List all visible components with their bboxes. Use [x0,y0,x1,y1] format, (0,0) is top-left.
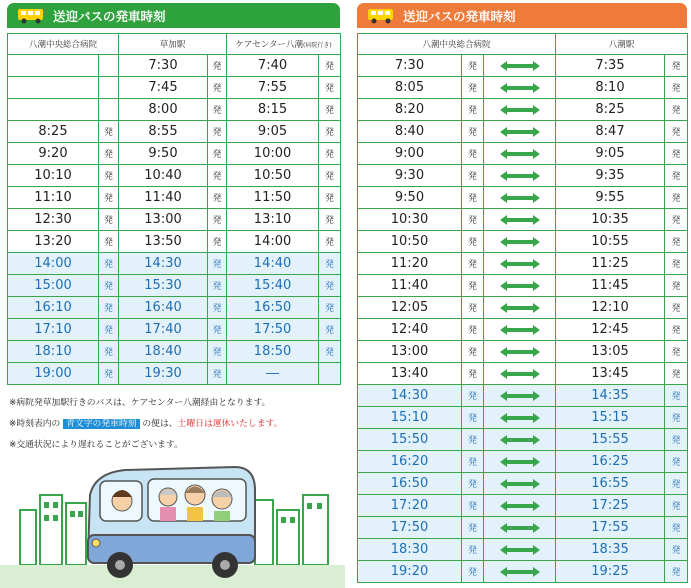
hospital-time: 9:50 [358,187,462,209]
table-row [358,253,688,275]
yashio-time: 19:25 [556,561,665,583]
yashio-time: 13:45 [556,363,665,385]
depart-mark: 発 [99,341,119,363]
depart-mark: 発 [319,341,341,363]
depart-mark: 発 [462,143,484,165]
depart-mark: 発 [665,275,688,297]
table-row [358,561,688,583]
route-arrow [484,77,556,99]
care-center-time: 10:50 [227,165,319,187]
yashio-time: 8:25 [556,99,665,121]
soka-time: 11:40 [119,187,208,209]
depart-mark: 発 [208,143,227,165]
bus-icon [367,8,395,24]
care-center-time: 18:50 [227,341,319,363]
depart-mark: 発 [462,165,484,187]
double-arrow-icon [500,545,540,555]
table-row [358,297,688,319]
depart-mark: 発 [99,121,119,143]
hospital-time: 16:20 [358,451,462,473]
hospital-time: 9:20 [8,143,99,165]
soka-time: 10:40 [119,165,208,187]
care-center-time: 15:40 [227,275,319,297]
hospital-time: 15:00 [8,275,99,297]
depart-mark: 発 [319,77,341,99]
double-arrow-icon [500,325,540,335]
soka-time: 9:50 [119,143,208,165]
note-red-highlight: 土曜日は運休いたします。 [177,419,283,429]
double-arrow-icon [500,105,540,115]
yashio-time: 9:05 [556,143,665,165]
double-arrow-icon [500,149,540,159]
depart-mark: 発 [462,319,484,341]
care-center-time: 8:15 [227,99,319,121]
care-center-time: 7:40 [227,55,319,77]
table-row [358,451,688,473]
hospital-time: 17:10 [8,319,99,341]
yashio-time: 13:05 [556,341,665,363]
route-arrow [484,495,556,517]
depart-mark: 発 [665,539,688,561]
depart-mark: 発 [462,539,484,561]
table-row [358,143,688,165]
hospital-time: 13:00 [358,341,462,363]
table-row [8,275,341,297]
double-arrow-icon [500,83,540,93]
double-arrow-icon [500,259,540,269]
depart-mark: 発 [462,451,484,473]
yashio-time: 16:55 [556,473,665,495]
depart-mark: 発 [665,143,688,165]
depart-mark: 発 [208,121,227,143]
hospital-time: 9:30 [358,165,462,187]
yashio-time: 12:45 [556,319,665,341]
soka-time: 16:40 [119,297,208,319]
route-arrow [484,165,556,187]
depart-mark: 発 [208,99,227,121]
soka-time: 18:40 [119,341,208,363]
yashio-time: 18:35 [556,539,665,561]
yashio-time: 8:47 [556,121,665,143]
depart-mark: 発 [319,187,341,209]
yashio-time: 12:10 [556,297,665,319]
depart-mark: 発 [208,231,227,253]
hospital-time: 13:20 [8,231,99,253]
double-arrow-icon [500,457,540,467]
care-center-time: 11:50 [227,187,319,209]
depart-mark: 発 [665,121,688,143]
double-arrow-icon [500,413,540,423]
depart-mark: 発 [665,341,688,363]
depart-mark: 発 [462,341,484,363]
header-soka-station: 草加駅 [119,34,227,55]
table-row [358,363,688,385]
hospital-time: 18:10 [8,341,99,363]
hospital-time: 8:40 [358,121,462,143]
depart-mark: 発 [319,209,341,231]
depart-mark [99,99,119,121]
depart-mark: 発 [208,165,227,187]
depart-mark: 発 [665,517,688,539]
hospital-time: 12:40 [358,319,462,341]
double-arrow-icon [500,347,540,357]
hospital-time: 11:20 [358,253,462,275]
yashio-time: 15:55 [556,429,665,451]
bus-illustration [0,455,345,588]
double-arrow-icon [500,369,540,379]
header-yashio-station: 八潮駅 [556,34,688,55]
hospital-time: 8:20 [358,99,462,121]
yashio-time: 9:35 [556,165,665,187]
yashio-time: 10:55 [556,231,665,253]
double-arrow-icon [500,435,540,445]
hospital-time: 11:10 [8,187,99,209]
depart-mark: 発 [665,231,688,253]
table-row [8,319,341,341]
depart-mark: 発 [99,297,119,319]
route-arrow [484,451,556,473]
hospital-time: 19:20 [358,561,462,583]
depart-mark: 発 [462,121,484,143]
depart-mark: 発 [319,231,341,253]
depart-mark: 発 [319,143,341,165]
care-center-time: 10:00 [227,143,319,165]
route-arrow [484,253,556,275]
soka-time: 8:55 [119,121,208,143]
depart-mark: 発 [462,231,484,253]
hospital-time: 8:05 [358,77,462,99]
depart-mark: 発 [208,363,227,385]
yashio-time: 15:15 [556,407,665,429]
depart-mark: 発 [665,495,688,517]
depart-mark: 発 [99,275,119,297]
hospital-time: 16:10 [8,297,99,319]
hospital-time: 17:50 [358,517,462,539]
care-center-time: 14:40 [227,253,319,275]
soka-time: 13:00 [119,209,208,231]
depart-mark: 発 [99,319,119,341]
route-arrow [484,231,556,253]
hospital-time: 10:50 [358,231,462,253]
depart-mark: 発 [462,363,484,385]
depart-mark: 発 [99,209,119,231]
table-row [8,341,341,363]
right-timetable [357,33,688,583]
table-row [358,209,688,231]
double-arrow-icon [500,171,540,181]
table-row [358,319,688,341]
table-row [358,429,688,451]
hospital-time: 10:10 [8,165,99,187]
soka-time: 7:45 [119,77,208,99]
depart-mark: 発 [462,253,484,275]
depart-mark: 発 [665,253,688,275]
hospital-time: 17:20 [358,495,462,517]
depart-mark: 発 [665,407,688,429]
yashio-time: 11:45 [556,275,665,297]
depart-mark: 発 [319,253,341,275]
depart-mark: 発 [319,121,341,143]
route-arrow [484,517,556,539]
depart-mark: 発 [462,407,484,429]
care-center-time: 7:55 [227,77,319,99]
table-row [358,165,688,187]
depart-mark: 発 [319,319,341,341]
depart-mark: 発 [319,55,341,77]
double-arrow-icon [500,127,540,137]
route-arrow [484,275,556,297]
route-arrow [484,385,556,407]
soka-time: 15:30 [119,275,208,297]
table-row [358,77,688,99]
depart-mark: 発 [462,517,484,539]
double-arrow-icon [500,61,540,71]
depart-mark: 発 [99,187,119,209]
route-arrow [484,429,556,451]
depart-mark: 発 [319,99,341,121]
depart-mark: 発 [208,319,227,341]
depart-mark: 発 [208,297,227,319]
soka-time: 14:30 [119,253,208,275]
depart-mark: 発 [208,209,227,231]
depart-mark: 発 [99,165,119,187]
double-arrow-icon [500,303,540,313]
soka-time: 13:50 [119,231,208,253]
hospital-time [8,99,99,121]
depart-mark: 発 [462,495,484,517]
soka-time: 19:30 [119,363,208,385]
route-arrow [484,99,556,121]
table-row [8,231,341,253]
double-arrow-icon [500,281,540,291]
hospital-time: 7:30 [358,55,462,77]
double-arrow-icon [500,391,540,401]
depart-mark: 発 [462,187,484,209]
note-blue-highlight: 青文字の発車時刻 [63,419,139,429]
hospital-time: 8:25 [8,121,99,143]
table-row [358,187,688,209]
depart-mark: 発 [665,55,688,77]
depart-mark: 発 [665,561,688,583]
table-row [8,187,341,209]
header-hospital: 八潮中央総合病院 [8,34,119,55]
table-row [358,473,688,495]
depart-mark: 発 [462,385,484,407]
double-arrow-icon [500,193,540,203]
double-arrow-icon [500,501,540,511]
depart-mark: 発 [665,297,688,319]
double-arrow-icon [500,479,540,489]
depart-mark: 発 [462,275,484,297]
depart-mark [319,363,341,385]
header-hospital: 八潮中央総合病院 [358,34,556,55]
yashio-time: 17:55 [556,517,665,539]
hospital-time: 13:40 [358,363,462,385]
bus-body [88,467,255,563]
yashio-time: 9:55 [556,187,665,209]
table-row [358,517,688,539]
depart-mark: 発 [665,451,688,473]
double-arrow-icon [500,523,540,533]
yashio-time: 17:25 [556,495,665,517]
table-row [358,121,688,143]
depart-mark: 発 [208,55,227,77]
table-row [8,55,341,77]
depart-mark: 発 [319,297,341,319]
route-arrow [484,407,556,429]
table-row [358,55,688,77]
route-arrow [484,473,556,495]
depart-mark: 発 [208,253,227,275]
care-center-time: 9:05 [227,121,319,143]
note-route: ※病院発草加駅行きのバスは、ケアセンター八潮経由となります。 [9,398,271,408]
depart-mark: 発 [99,231,119,253]
yashio-time: 14:35 [556,385,665,407]
route-arrow [484,55,556,77]
depart-mark: 発 [665,209,688,231]
left-panel-header [7,3,340,28]
header-care-center: ケアセンター八潮(病院行き) [227,34,341,55]
depart-mark: 発 [99,143,119,165]
care-center-time: 17:50 [227,319,319,341]
hospital-time: 10:30 [358,209,462,231]
left-timetable [7,33,341,385]
care-center-time: 14:00 [227,231,319,253]
hospital-time: 12:30 [8,209,99,231]
yashio-time: 10:35 [556,209,665,231]
depart-mark [99,55,119,77]
depart-mark: 発 [462,209,484,231]
hospital-time [8,55,99,77]
hospital-time: 14:30 [358,385,462,407]
hospital-time: 16:50 [358,473,462,495]
hospital-time: 19:00 [8,363,99,385]
table-row [8,165,341,187]
route-arrow [484,341,556,363]
care-center-time: 13:10 [227,209,319,231]
table-row [8,77,341,99]
route-arrow [484,561,556,583]
right-panel-title: 送迎バスの発車時刻 [403,8,516,24]
table-row [8,297,341,319]
hospital-time: 15:10 [358,407,462,429]
depart-mark: 発 [665,319,688,341]
table-row [358,495,688,517]
depart-mark: 発 [462,473,484,495]
depart-mark: 発 [208,341,227,363]
route-arrow [484,539,556,561]
route-arrow [484,121,556,143]
depart-mark: 発 [99,363,119,385]
route-arrow [484,319,556,341]
table-row [358,385,688,407]
table-row [358,341,688,363]
route-arrow [484,143,556,165]
care-center-time: ― [227,363,319,385]
depart-mark: 発 [665,165,688,187]
hospital-time: 18:30 [358,539,462,561]
route-arrow [484,363,556,385]
depart-mark: 発 [665,429,688,451]
depart-mark: 発 [665,187,688,209]
depart-mark: 発 [319,165,341,187]
table-row [8,121,341,143]
table-row [358,539,688,561]
depart-mark: 発 [665,363,688,385]
note-saturday: ※時刻表内の 青文字の発車時刻 の便は、土曜日は運休いたします。 [9,419,283,429]
care-center-time: 16:50 [227,297,319,319]
depart-mark: 発 [208,275,227,297]
double-arrow-icon [500,215,540,225]
depart-mark [99,77,119,99]
table-row [8,253,341,275]
hospital-time [8,77,99,99]
note-traffic: ※交通状況により遅れることがございます。 [9,440,183,450]
yashio-time: 8:10 [556,77,665,99]
bus-icon [17,8,45,24]
table-row [358,231,688,253]
hospital-time: 14:00 [8,253,99,275]
depart-mark: 発 [665,77,688,99]
depart-mark: 発 [462,561,484,583]
double-arrow-icon [500,567,540,577]
route-arrow [484,209,556,231]
table-row [8,99,341,121]
table-row [8,209,341,231]
depart-mark: 発 [462,297,484,319]
table-row [8,363,341,385]
left-panel-title: 送迎バスの発車時刻 [53,8,166,24]
depart-mark: 発 [319,275,341,297]
route-arrow [484,187,556,209]
table-row [8,143,341,165]
yashio-time: 11:25 [556,253,665,275]
hospital-time: 11:40 [358,275,462,297]
depart-mark: 発 [665,99,688,121]
double-arrow-icon [500,237,540,247]
hospital-time: 9:00 [358,143,462,165]
depart-mark: 発 [208,77,227,99]
depart-mark: 発 [462,77,484,99]
hospital-time: 12:05 [358,297,462,319]
yashio-time: 7:35 [556,55,665,77]
depart-mark: 発 [462,429,484,451]
soka-time: 7:30 [119,55,208,77]
depart-mark: 発 [462,55,484,77]
depart-mark: 発 [99,253,119,275]
hospital-time: 15:50 [358,429,462,451]
depart-mark: 発 [665,473,688,495]
depart-mark: 発 [462,99,484,121]
soka-time: 17:40 [119,319,208,341]
route-arrow [484,297,556,319]
table-row [358,407,688,429]
depart-mark: 発 [208,187,227,209]
table-row [358,275,688,297]
right-panel-header [357,3,687,28]
soka-time: 8:00 [119,99,208,121]
yashio-time: 16:25 [556,451,665,473]
table-row [358,99,688,121]
depart-mark: 発 [665,385,688,407]
